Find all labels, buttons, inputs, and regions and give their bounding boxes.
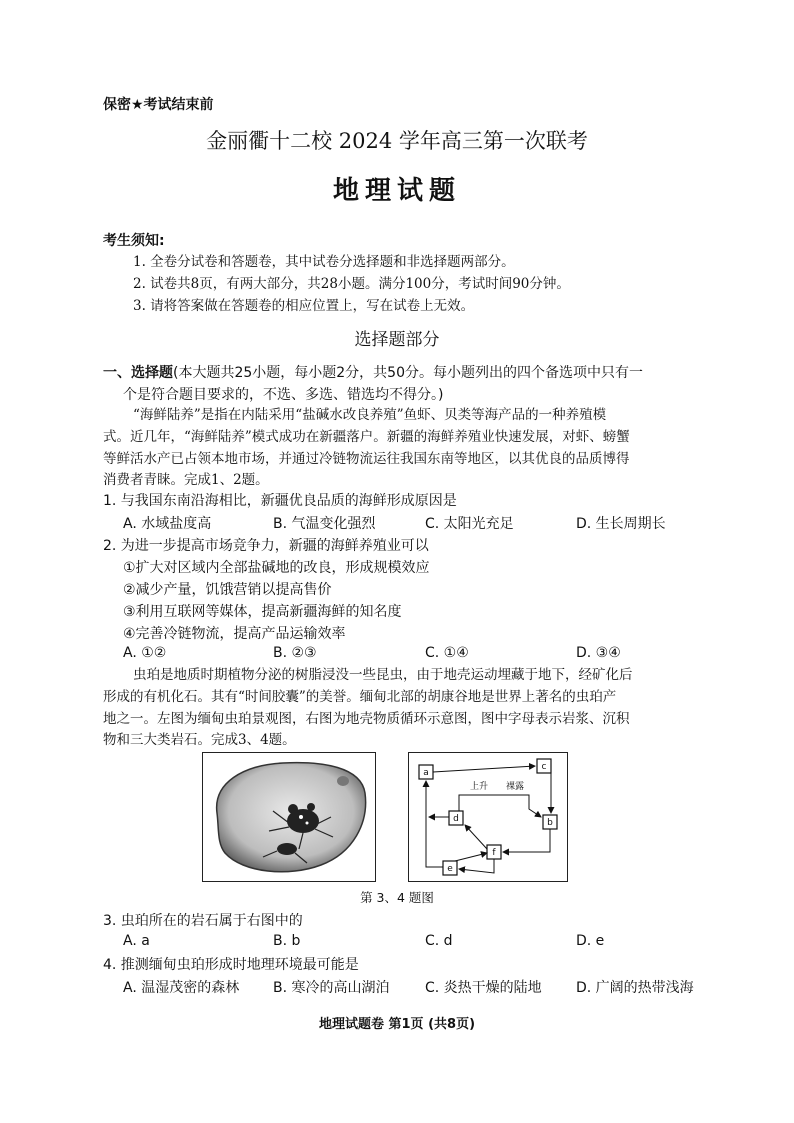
section-instructions-1: (本大题共25小题，每小题2分，共50分。每小题列出的四个备选项中只有一	[173, 365, 643, 381]
label-uplift: 上升	[469, 782, 489, 792]
question-2-statement: ②减少产量，饥饿营销以提高售价	[123, 582, 332, 598]
rock-cycle-diagram	[408, 752, 568, 882]
question-4-option-b[interactable]: B. 寒冷的高山湖泊	[273, 980, 390, 996]
notice-item: 1. 全卷分试卷和答题卷，其中试卷分选择题和非选择题两部分。	[133, 254, 515, 270]
passage-2-line: 物和三大类岩石。完成3、4题。	[103, 732, 296, 748]
passage-2-line: 虫珀是地质时期植物分泌的树脂浸没一些昆虫，由于地壳运动埋藏于地下，经矿化后	[133, 667, 633, 683]
question-4-option-d[interactable]: D. 广阔的热带浅海	[576, 980, 694, 996]
section-prefix: 一、选择题	[103, 365, 173, 381]
question-4-stem: 4. 推测缅甸虫珀形成时地理环境最可能是	[103, 957, 359, 973]
question-2-statement: ③利用互联网等媒体，提高新疆海鲜的知名度	[123, 604, 402, 620]
question-3-option-d[interactable]: D. e	[576, 933, 605, 949]
question-1-option-a[interactable]: A. 水域盐度高	[123, 516, 212, 532]
exam-school-title: 金丽衢十二校 2024 学年高三第一次联考	[206, 129, 588, 153]
notice-item: 3. 请将答案做在答题卷的相应位置上，写在试卷上无效。	[133, 298, 475, 314]
notice-title: 考生须知:	[103, 233, 165, 249]
part-title: 选择题部分	[354, 330, 440, 350]
question-2-statement: ①扩大对区域内全部盐碱地的改良，形成规模效应	[123, 560, 430, 576]
question-1-option-b[interactable]: B. 气温变化强烈	[273, 516, 376, 532]
node-a: a	[423, 768, 429, 778]
figure-caption: 第 3、4 题图	[360, 890, 434, 905]
node-e: e	[447, 864, 453, 874]
passage-1-line: 消费者青睐。完成1、2题。	[103, 472, 269, 488]
question-2-option-b[interactable]: B. ②③	[273, 645, 317, 661]
question-4-option-a[interactable]: A. 温湿茂密的森林	[123, 980, 240, 996]
question-3-option-b[interactable]: B. b	[273, 933, 301, 949]
amber-photo	[202, 752, 376, 882]
question-3-option-c[interactable]: C. d	[425, 933, 453, 949]
page-footer: 地理试题卷 第1页 (共8页)	[318, 1017, 476, 1032]
question-2-statement: ④完善冷链物流，提高产品运输效率	[123, 626, 346, 642]
notice-item: 2. 试卷共8页，有两大部分，共28小题。满分100分，考试时间90分钟。	[133, 276, 570, 292]
question-3-option-a[interactable]: A. a	[123, 933, 150, 949]
question-2-option-d[interactable]: D. ③④	[576, 645, 621, 661]
passage-1-line: 式。近几年，“海鲜陆养”模式成功在新疆落户。新疆的海鲜养殖业快速发展，对虾、螃蟹	[103, 429, 630, 445]
passage-2-line: 形成的有机化石。其有“时间胶囊”的美誉。缅甸北部的胡康谷地是世界上著名的虫珀产	[103, 689, 617, 705]
passage-1-line: 等鲜活水产已占领本地市场，并通过冷链物流运往我国东南等地区，以其优良的品质博得	[103, 451, 630, 467]
question-3-stem: 3. 虫珀所在的岩石属于右图中的	[103, 913, 303, 929]
question-4-option-c[interactable]: C. 炎热干燥的陆地	[425, 980, 542, 996]
label-expose: 裸露	[505, 782, 525, 792]
section-instructions-2: 个是符合题目要求的，不选、多选、错选均不得分。)	[123, 387, 444, 403]
question-1-option-c[interactable]: C. 太阳光充足	[425, 516, 514, 532]
question-1-option-d[interactable]: D. 生长周期长	[576, 516, 666, 532]
question-2-option-c[interactable]: C. ①④	[425, 645, 469, 661]
node-b: b	[547, 818, 553, 828]
rock-cycle-svg	[409, 753, 567, 881]
confidential-label: 保密★考试结束前	[103, 97, 214, 113]
amber-illustration	[203, 753, 375, 881]
passage-2-line: 地之一。左图为缅甸虫珀景观图，右图为地壳物质循环示意图，图中字母表示岩浆、沉积	[103, 711, 630, 727]
question-2-stem: 2. 为进一步提高市场竞争力，新疆的海鲜养殖业可以	[103, 538, 429, 554]
subject-title: 地理试题	[332, 176, 461, 206]
section-heading	[103, 362, 643, 382]
question-2-option-a[interactable]: A. ①②	[123, 645, 167, 661]
passage-1-line: “海鲜陆养”是指在内陆采用“盐碱水改良养殖”鱼虾、贝类等海产品的一种养殖模	[133, 407, 607, 423]
node-d: d	[453, 814, 459, 824]
node-c: c	[541, 762, 547, 772]
question-1-stem: 1. 与我国东南沿海相比，新疆优良品质的海鲜形成原因是	[103, 493, 457, 509]
node-f: f	[492, 848, 496, 858]
